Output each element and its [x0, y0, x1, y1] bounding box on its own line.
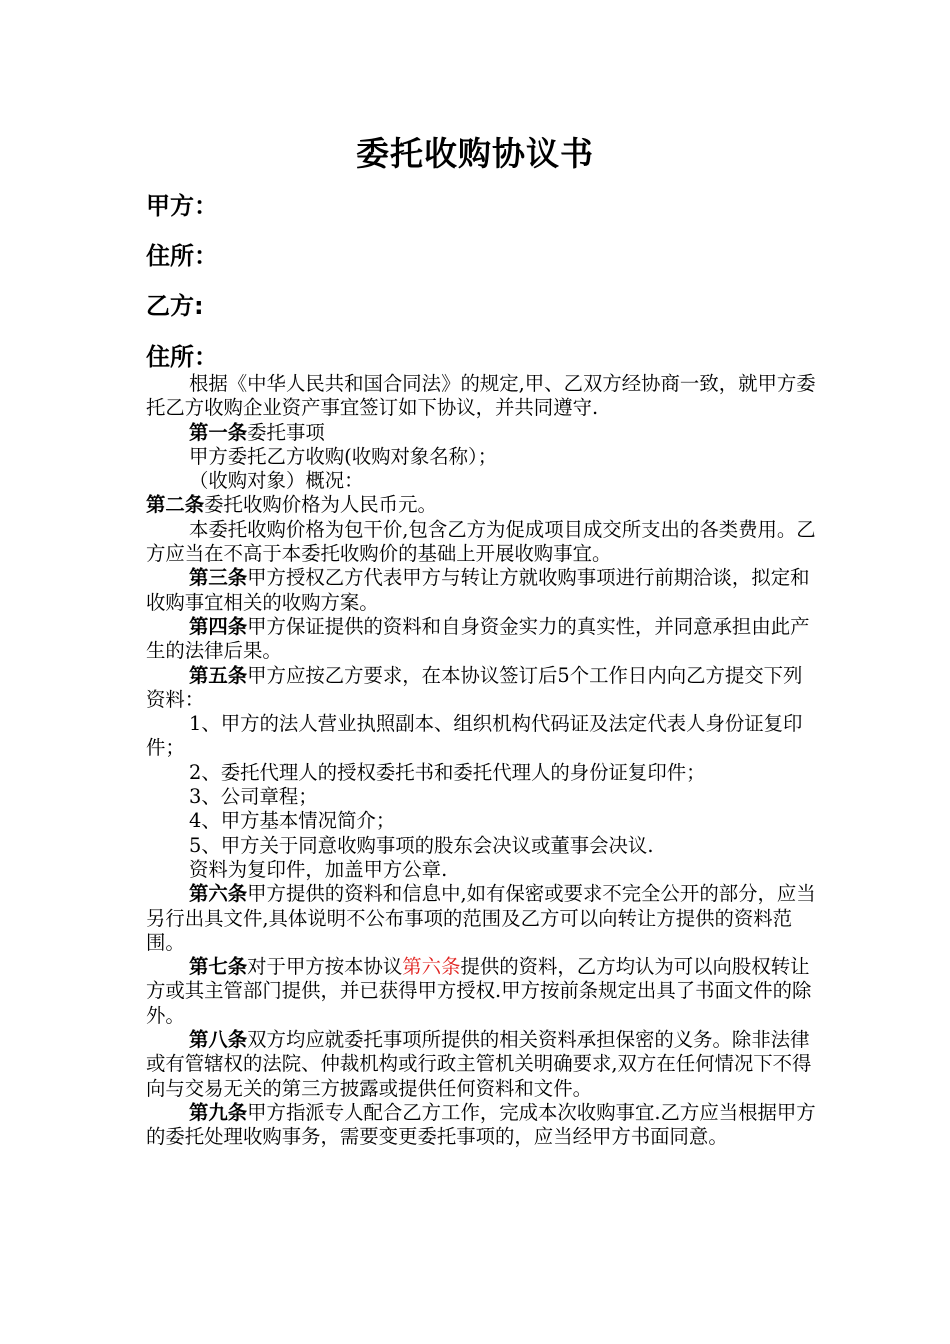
article-2-heading-line [146, 493, 816, 517]
article-1-line-2: （收购对象）概况： [189, 469, 364, 493]
article-4-paragraph [146, 615, 816, 664]
article-8-text: 双方均应就委托事项所提供的相关资料承担保密的义务。除非法律或有管辖权的法院、仲裁机构或行政主管机关明确要求,双方在任何情况下不得向与交易无关的第三方披露或提供任何资料和文件。 [146, 1028, 812, 1100]
article-1-number: 第一条 [189, 420, 248, 444]
agreement-body [146, 372, 816, 1150]
article-7-text-before: 对于甲方按本协议 [247, 955, 403, 979]
article-2-text: 委托收购价格为人民币元。 [204, 493, 437, 517]
party-b-label: 乙方: [146, 292, 204, 320]
party-b-address-label: 住所： [146, 343, 218, 371]
article-9-text: 甲方指派专人配合乙方工作，完成本次收购事宜.乙方应当根据甲方的委托处理收购事务，需要变更委托事项的，应当经甲方书面同意。 [146, 1100, 816, 1149]
article-7-number: 第七条 [189, 955, 248, 979]
article-9-number: 第九条 [189, 1100, 248, 1124]
article-6-text: 甲方提供的资料和信息中,如有保密或要求不完全公开的部分，应当另行出具文件,具体说明不公布事项的范围及乙方可以向转让方提供的资料范围。 [146, 882, 816, 954]
article-5-text: 甲方应按乙方要求，在本协议签订后5个工作日内向乙方提交下列资料： [146, 663, 803, 711]
party-a-address-label: 住所： [146, 242, 218, 270]
document-title: 委托收购协议书 [356, 134, 594, 173]
article-6-number: 第六条 [189, 882, 248, 906]
article-5-item-5: 5、甲方关于同意收购事项的股东会决议或董事会决议. [189, 833, 654, 857]
article-5-paragraph [146, 664, 816, 713]
article-9-paragraph [146, 1101, 816, 1150]
article-1-line-1: 甲方委托乙方收购(收购对象名称）； [189, 444, 498, 468]
article-1-title: 委托事项 [247, 420, 325, 444]
article-1-heading-line [146, 421, 816, 445]
article-8-paragraph [146, 1028, 816, 1101]
article-2-paragraph: 本委托收购价格为包干价,包含乙方为促成项目成交所支出的各类费用。乙方应当在不高于本委托收购价的基础上开展收购事宜。 [146, 517, 816, 566]
article-8-number: 第八条 [189, 1028, 248, 1052]
article-7-paragraph [146, 955, 816, 1028]
article-3-paragraph [146, 566, 816, 615]
article-3-number: 第三条 [189, 566, 248, 590]
article-3-text: 甲方授权乙方代表甲方与转让方就收购事项进行前期洽谈，拟定和收购事宜相关的收购方案。 [146, 566, 810, 614]
article-5-item-4: 4、甲方基本情况简介； [189, 809, 396, 833]
article-7-reference: 第六条 [402, 955, 461, 979]
article-5-item-2: 2、委托代理人的授权委托书和委托代理人的身份证复印件； [189, 760, 706, 784]
article-7-text-after: 提供的资料，乙方均认为可以向股权转让方或其主管部门提供，并已获得甲方授权.甲方按前条规定出具了书面文件的除外。 [146, 955, 812, 1027]
article-5-item-3: 3、公司章程； [189, 785, 318, 809]
article-5-number: 第五条 [189, 663, 248, 687]
party-a-label: 甲方： [146, 192, 218, 220]
article-4-text: 甲方保证提供的资料和自身资金实力的真实性，并同意承担由此产生的法律后果。 [146, 614, 810, 663]
article-4-number: 第四条 [189, 614, 248, 638]
article-5-item-1: 1、甲方的法人营业执照副本、组织机构代码证及法定代表人身份证复印件； [146, 712, 803, 760]
article-6-paragraph [146, 882, 816, 955]
preamble-paragraph: 根据《中华人民共和国合同法》的规定,甲、乙双方经协商一致，就甲方委托乙方收购企业资产事宜签订如下协议，并共同遵守. [146, 372, 816, 420]
article-2-number: 第二条 [146, 493, 205, 517]
article-5-note: 资料为复印件，加盖甲方公章. [189, 857, 448, 881]
